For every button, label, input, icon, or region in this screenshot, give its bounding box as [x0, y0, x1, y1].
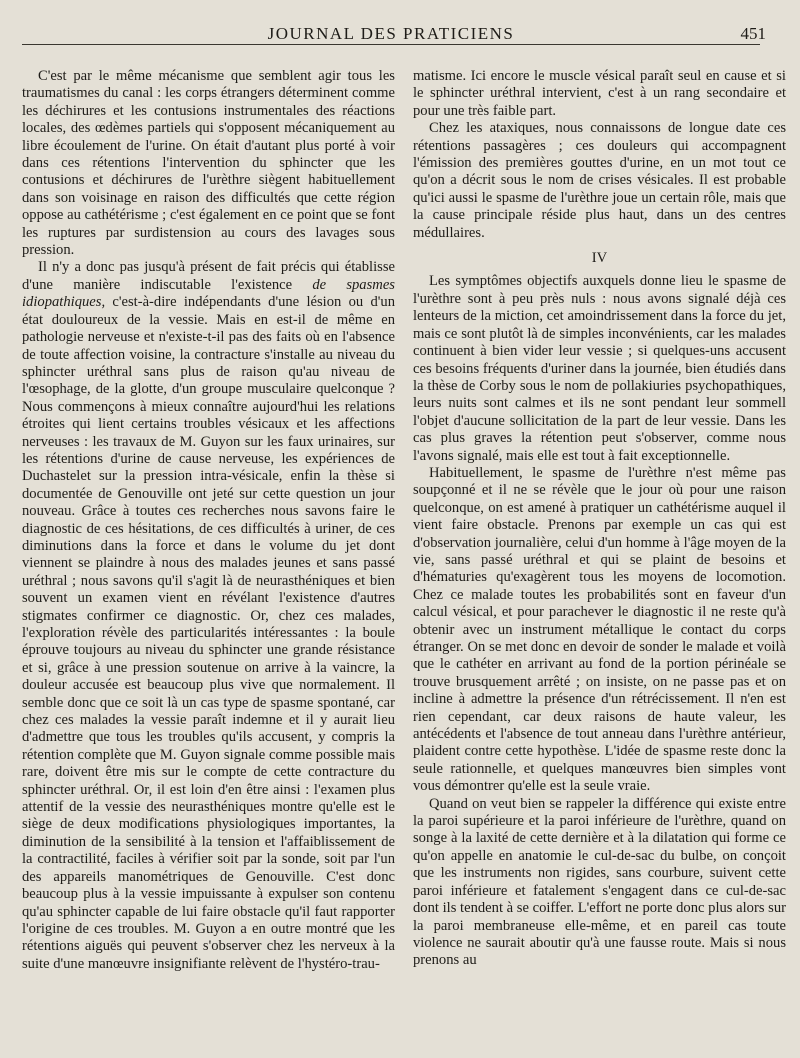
right-column: [413, 68, 786, 1046]
paragraph: Les symptômes objectifs auxquels donne lieu le spasme de l'urèthre sont à peu près nuls : nous avons signalé déjà ces lenteurs de la miction, cet amoindrissement dans la force du jet, mais ce sont plutôt là de simples inconvénients, car les malades continuent à bien vider leur vessie ; si quelques-uns accusent ces besoins fréquents d'uriner dans la journée, bien étudiés dans la thèse de Corby sous le nom de pollakiuries psychopathiques, leurs nuits sont calmes et ils ne sont pendant leur sommell l'objet d'aucune sollicitation de la part de leur vessie. Dans les cas plus graves la rétention peut s'observer, comme nous l'avons signalé, mais elle est tout à fait exceptionnelle.: [413, 273, 786, 464]
paragraph: [22, 259, 395, 973]
paragraph: Chez les ataxiques, nous connaissons de longue date ces rétentions passagères ; ces douleurs qui accompagnent l'émission des premières gouttes d'urine, en un mot tout ce qu'on a décrit sous le nom de crises vésicales. Il est probable qu'ici aussi le spasme de l'urèthre joue un certain rôle, mais que la cause principale réside plus haut, dans un des centres médullaires.: [413, 120, 786, 241]
paragraph-text: c'est-à-dire indépendants d'une lésion ou d'un état douloureux de la vessie. Mais en est-il de même en pathologie nerveuse et n'existe-t-il pas des faits où en l'absence de toute affection voisine, la contracture s'installe au niveau du sphincter uréthral sans plus de raison qu'au niveau de l'œsophage, de la glotte, d'un groupe musculaire quelconque ? Nous commençons à mieux connaître aujourd'hui les relations étroites qui lient certains troubles vésicaux et les affections nerveuses : les travaux de M. Guyon sur les faux urinaires, sur les rétentions d'urine de cause nerveuse, les expériences de Duchastelet sur la pression intra-vésicale, enfin la thèse si documentée de Genouville ont jeté sur cette question un jour nouveau. Grâce à toutes ces recherches nous savons faire le diagnostic de ces hésitations, de ces difficultés à uriner, de ces diminutions dans la force et dans le volume du jet dont viennent se plaindre à nous des malades jeunes et sans passé uréthral ; nous savons qu'il s'agit là de neurasthéniques et bien souvent un examen vient en révélant l'existence d'autres stigmates confirmer ce diagnostic. Or, chez ces malades, l'exploration révèle des particularités intéressantes : la boule éprouve toujours au niveau du sphincter une grande résistance et si, grâce à une pression soutenue on arrive à la vaincre, la douleur accusée est beaucoup plus vive que normalement. Il semble donc que ce soit là un cas type de spasme spontané, car chez ces malades la vessie paraît indemne et il y aurait lieu d'admettre que tous les troubles qu'ils accusent, y compris la rétention complète que M. Guyon signale comme possible mais rare, doivent être mis sur le compte de cette contracture du sphincter uréthral. Or, il est loin d'en être ainsi : l'examen plus attentif de la vessie des neurasthéniques montre qu'elle est le siège de deux modifications physiologiques importantes, la diminution de la sensibilité à la tension et l'affaiblissement de la contractilité, faciles à vérifier soit par la sonde, soit par l'un des appareils manométriques de Genouville. C'est donc beaucoup plus à la vessie impuissante à expulser son contenu qu'au sphincter capable de lui faire obstacle qu'il faut rapporter l'origine de ces troubles. M. Guyon a en outre montré que les rétentions aiguës qui peuvent s'observer chez les nerveux à la suite d'une manœuvre insignifiante relèvent de l'hystéro-trau-: [22, 294, 395, 972]
italic-term: de spasmes idiopathiques,: [22, 276, 395, 311]
left-column: [22, 68, 395, 1046]
text-columns: [22, 68, 786, 1046]
running-title: JOURNAL DES PRATICIENS: [267, 24, 515, 43]
paragraph-continuation: matisme. Ici encore le muscle vésical paraît seul en cause et si le sphincter uréthral intervient, c'est à un rang secondaire et pour une très faible part.: [413, 68, 786, 119]
section-number: IV: [591, 250, 608, 267]
paragraph: Quand on veut bien se rappeler la différence qui existe entre la paroi supérieure et la paroi inférieure de l'urèthre, quand on songe à la laxité de cette dernière et à la dilatation qui forme ce qu'on appelle en anatomie le cul-de-sac du bulbe, on conçoit que les instruments non rigides, sans courbure, suivent cette paroi inférieure et fatalement s'engagent dans ce cul-de-sac dont ils tendent à se coiffer. L'effort ne porte donc plus alors sur la paroi membraneuse elle-même, et en pareil cas toute violence ne saurait aboutir qu'à une fausse route. Mais si nous prenons au: [413, 795, 786, 969]
paragraph-text: Il n'y a donc pas jusqu'à présent de fait précis qui établisse d'une manière indiscutable l'existence: [22, 259, 395, 293]
paragraph: Habituellement, le spasme de l'urèthre n'est même pas soupçonné et il ne se révèle que le jour où pour une raison quelconque, on est amené à pratiquer un cathétérisme auquel il vient faire obstacle. Prenons par exemple un cas qui est d'observation journalière, celui d'un homme à l'âge moyen de la vie, sans passé uréthral et qui se plaint de besoins et d'hématuries qu'exagèrent tous les moyens de locomotion. Chez ce malade toutes les probabilités sont en faveur d'un calcul vésical, et pour parachever le diagnostic il ne reste qu'à obtenir avec un instrument métallique le contact du corps étranger. On se met donc en devoir de sonder le malade et voilà que le cathéter en arrivant au fond de la portion périnéale se trouve brusquement arrêté ; on insiste, on ne passe pas et on incline à admettre la présence d'un rétrécissement. Il n'en est rien cependant, car deux raisons de haute valeur, les antécédents et l'absence de tout anneau dans l'urèthre antérieur, plaident contre cette hypothèse. L'idée de spasme reste donc la seule rationnelle, et quelques manœuvres bien simples vont vous démontrer qu'elle est la seule vraie.: [413, 464, 786, 795]
page-header: [22, 14, 766, 45]
page-number: 451: [740, 24, 766, 43]
paragraph: C'est par le même mécanisme que semblent agir tous les traumatismes du canal : les corps étrangers déterminent comme les déchirures et les contusions instrumentales des réactions locales, des œdèmes partiels qui s'opposent mécaniquement au libre écoulement de l'urine. On était d'autant plus porté à voir dans ces rétentions l'intervention du sphincter que les contusions et déchirures de l'urèthre siègent habituellement dans son voisinage en raison des difficultés que cette région oppose au cathétérisme ; c'est également en ce point que se font les ruptures par surdistension au cours des lavages sous pression.: [22, 68, 395, 259]
